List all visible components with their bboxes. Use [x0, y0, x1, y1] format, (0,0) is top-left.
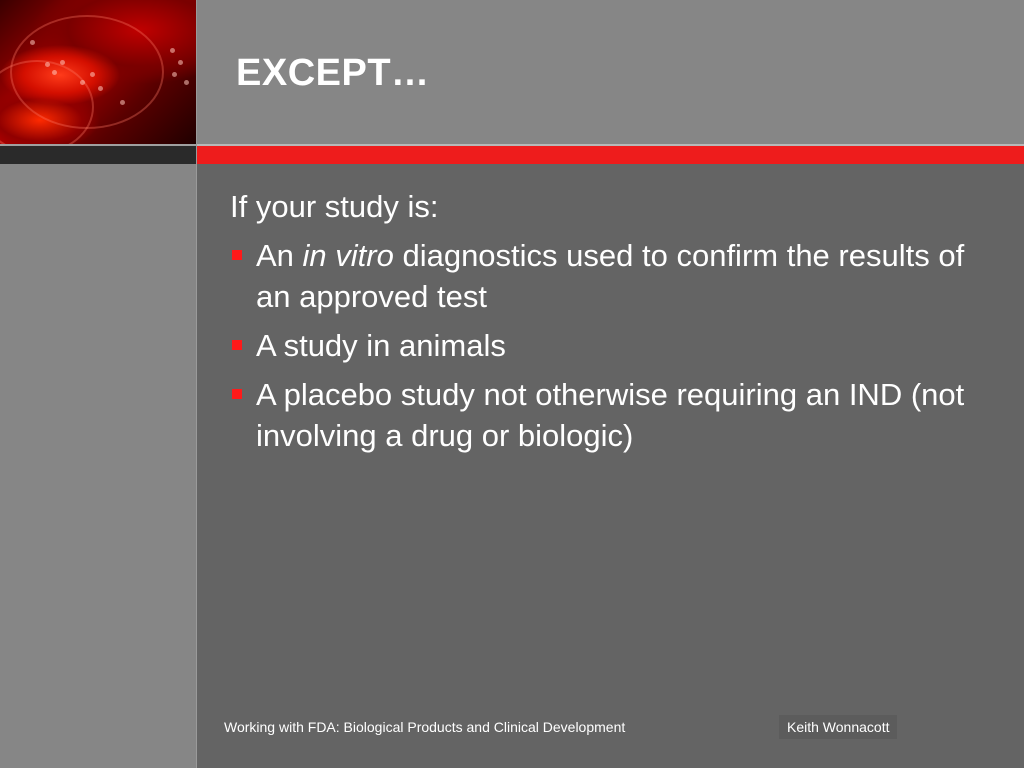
intro-text: If your study is: [230, 189, 439, 224]
photo-dot [45, 62, 50, 67]
photo-dot [172, 72, 177, 77]
red-microscopy-photo [0, 0, 196, 144]
photo-dot [60, 60, 65, 65]
vertical-divider [196, 0, 197, 768]
photo-dot [30, 40, 35, 45]
bullet-list [230, 235, 990, 456]
photo-dot [98, 86, 103, 91]
bullet-text: A placebo study not otherwise requiring an IND (not involving a drug or biologic) [256, 377, 965, 453]
photo-dot [120, 100, 125, 105]
bullet-text-before: An [256, 238, 303, 273]
slide-content [230, 186, 990, 464]
footer-title: Working with FDA: Biological Products and Clinical Development [224, 719, 626, 735]
slide-title: EXCEPT… [236, 52, 430, 94]
header-rule-dark [0, 144, 196, 164]
left-panel [0, 162, 197, 768]
bullet-item [230, 325, 990, 366]
photo-dot [90, 72, 95, 77]
bullet-item [230, 374, 990, 456]
photo-dot [80, 80, 85, 85]
red-square-bullet-icon [232, 389, 242, 399]
bullet-text: A study in animals [256, 328, 506, 363]
bullet-text-italic: in vitro [302, 238, 394, 273]
bullet-text-after: diagnostics used to confirm the results of an approved test [256, 238, 965, 314]
photo-dot [178, 60, 183, 65]
footer-author: Keith Wonnacott [779, 715, 897, 739]
bullet-item [230, 235, 990, 317]
photo-dot [170, 48, 175, 53]
photo-dot [184, 80, 189, 85]
header-rule-red [196, 144, 1024, 164]
red-square-bullet-icon [232, 340, 242, 350]
red-square-bullet-icon [232, 250, 242, 260]
photo-dot [52, 70, 57, 75]
